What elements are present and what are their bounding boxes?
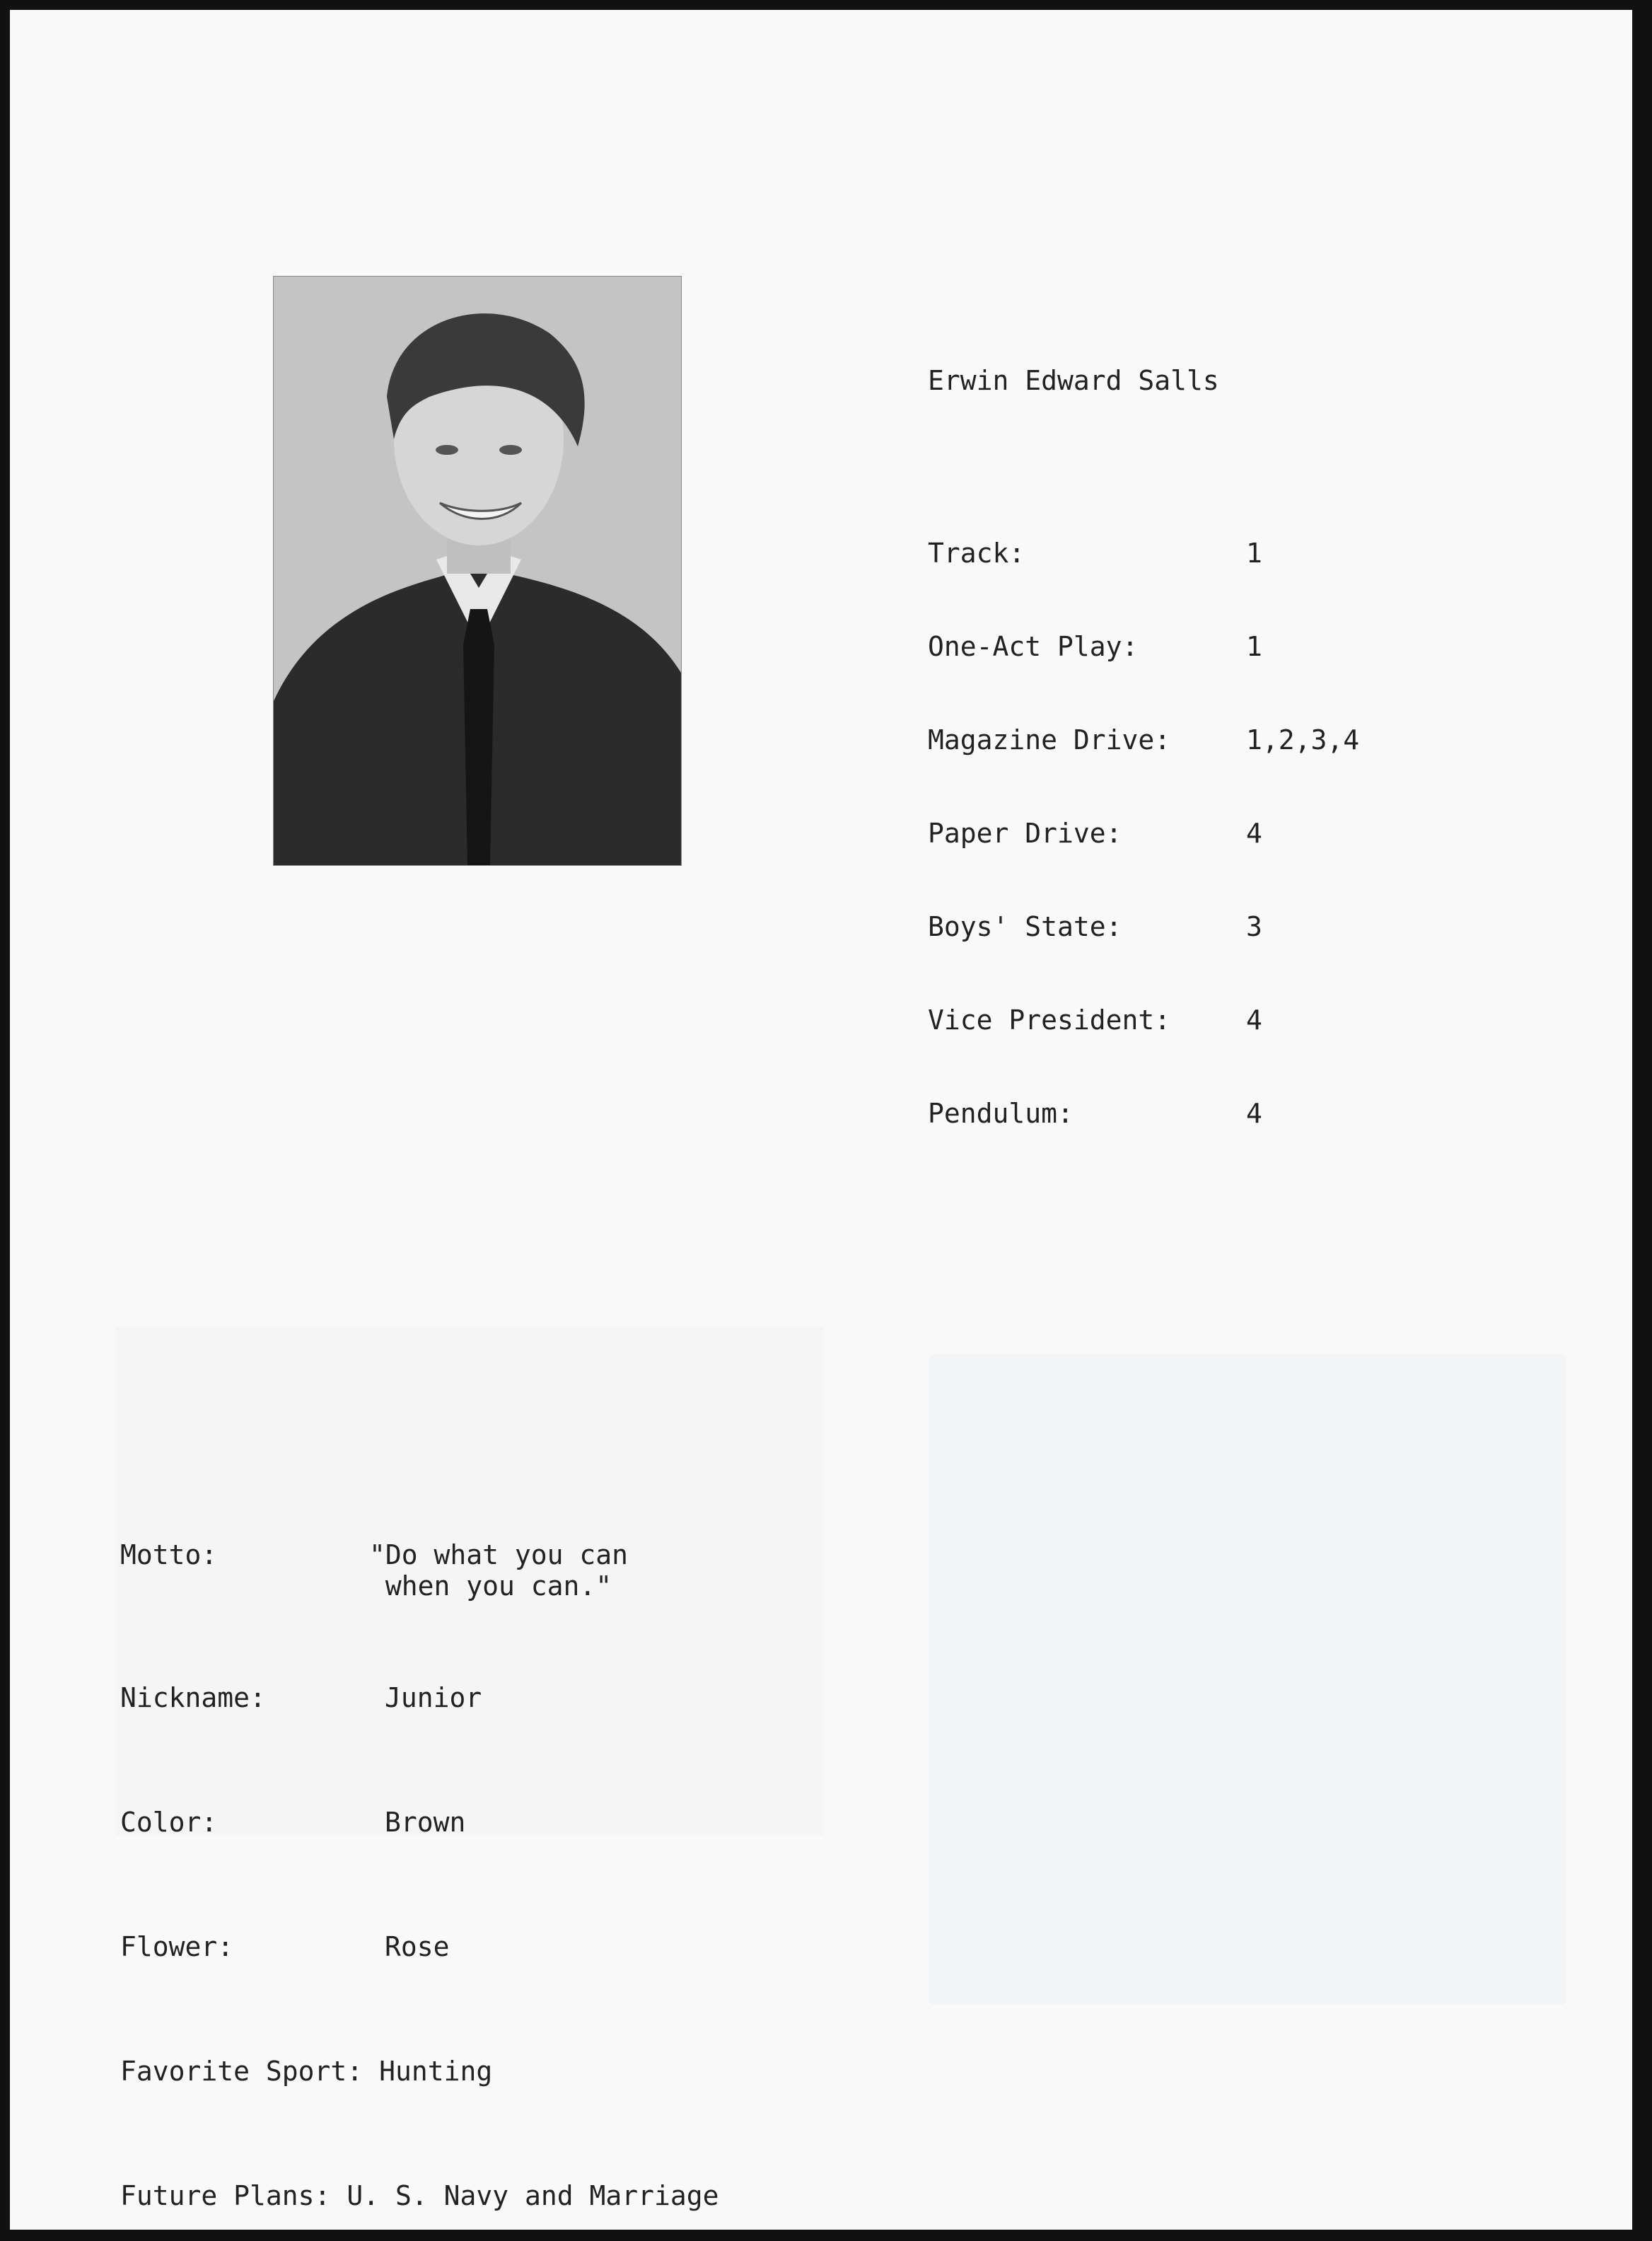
- activity-row: [928, 911, 1359, 942]
- sport-label: Favorite Sport:: [120, 2056, 363, 2087]
- activity-label: Magazine Drive:: [928, 724, 1171, 755]
- nickname-value: Junior: [385, 1682, 482, 1713]
- motto-row: [120, 1539, 719, 1602]
- student-name: Erwin Edward Salls: [928, 365, 1219, 396]
- activity-years: 4: [1246, 1098, 1262, 1129]
- activity-row: [928, 1004, 1359, 1036]
- activity-years: 4: [1246, 1004, 1262, 1036]
- activity-label: Boys' State:: [928, 911, 1122, 942]
- activity-years: 1,2,3,4: [1246, 724, 1360, 755]
- activity-label: One-Act Play:: [928, 631, 1139, 662]
- color-label: Color:: [120, 1807, 218, 1838]
- nickname-label: Nickname:: [120, 1682, 266, 1713]
- flower-value: Rose: [385, 1931, 450, 1962]
- motto-line-1: "Do what you can: [369, 1539, 629, 1570]
- motto-label: Motto:: [120, 1539, 218, 1570]
- activity-years: 1: [1246, 538, 1262, 569]
- plans-row: [120, 2180, 719, 2211]
- activity-years: 4: [1246, 818, 1262, 849]
- motto-value: [369, 1539, 628, 1602]
- activity-row: [928, 631, 1359, 662]
- plans-label: Future Plans:: [120, 2180, 331, 2211]
- activities-list: [928, 475, 1359, 1191]
- plans-value: U. S. Navy and Marriage: [347, 2180, 719, 2211]
- flower-row: [120, 1931, 719, 1962]
- yearbook-page: [10, 10, 1632, 2230]
- activity-label: Paper Drive:: [928, 818, 1122, 849]
- activity-label: Track:: [928, 538, 1025, 569]
- activity-label: Vice President:: [928, 1004, 1171, 1036]
- flower-label: Flower:: [120, 1931, 234, 1962]
- activity-label: Pendulum:: [928, 1098, 1074, 1129]
- nickname-row: [120, 1682, 719, 1713]
- activity-row: [928, 724, 1359, 755]
- activity-row: [928, 818, 1359, 849]
- student-portrait: [273, 276, 682, 866]
- profile-section: [120, 1477, 719, 2230]
- sport-value: Hunting: [379, 2056, 493, 2087]
- activity-years: 1: [1246, 631, 1262, 662]
- activity-row: [928, 538, 1359, 569]
- activity-row: [928, 1098, 1359, 1129]
- motto-line-2: when you can.": [385, 1570, 612, 1602]
- bleed-through-area: [929, 1354, 1566, 2005]
- sport-row: [120, 2056, 719, 2087]
- color-value: Brown: [385, 1807, 466, 1838]
- portrait-image: [274, 277, 681, 865]
- activity-years: 3: [1246, 911, 1262, 942]
- color-row: [120, 1807, 719, 1838]
